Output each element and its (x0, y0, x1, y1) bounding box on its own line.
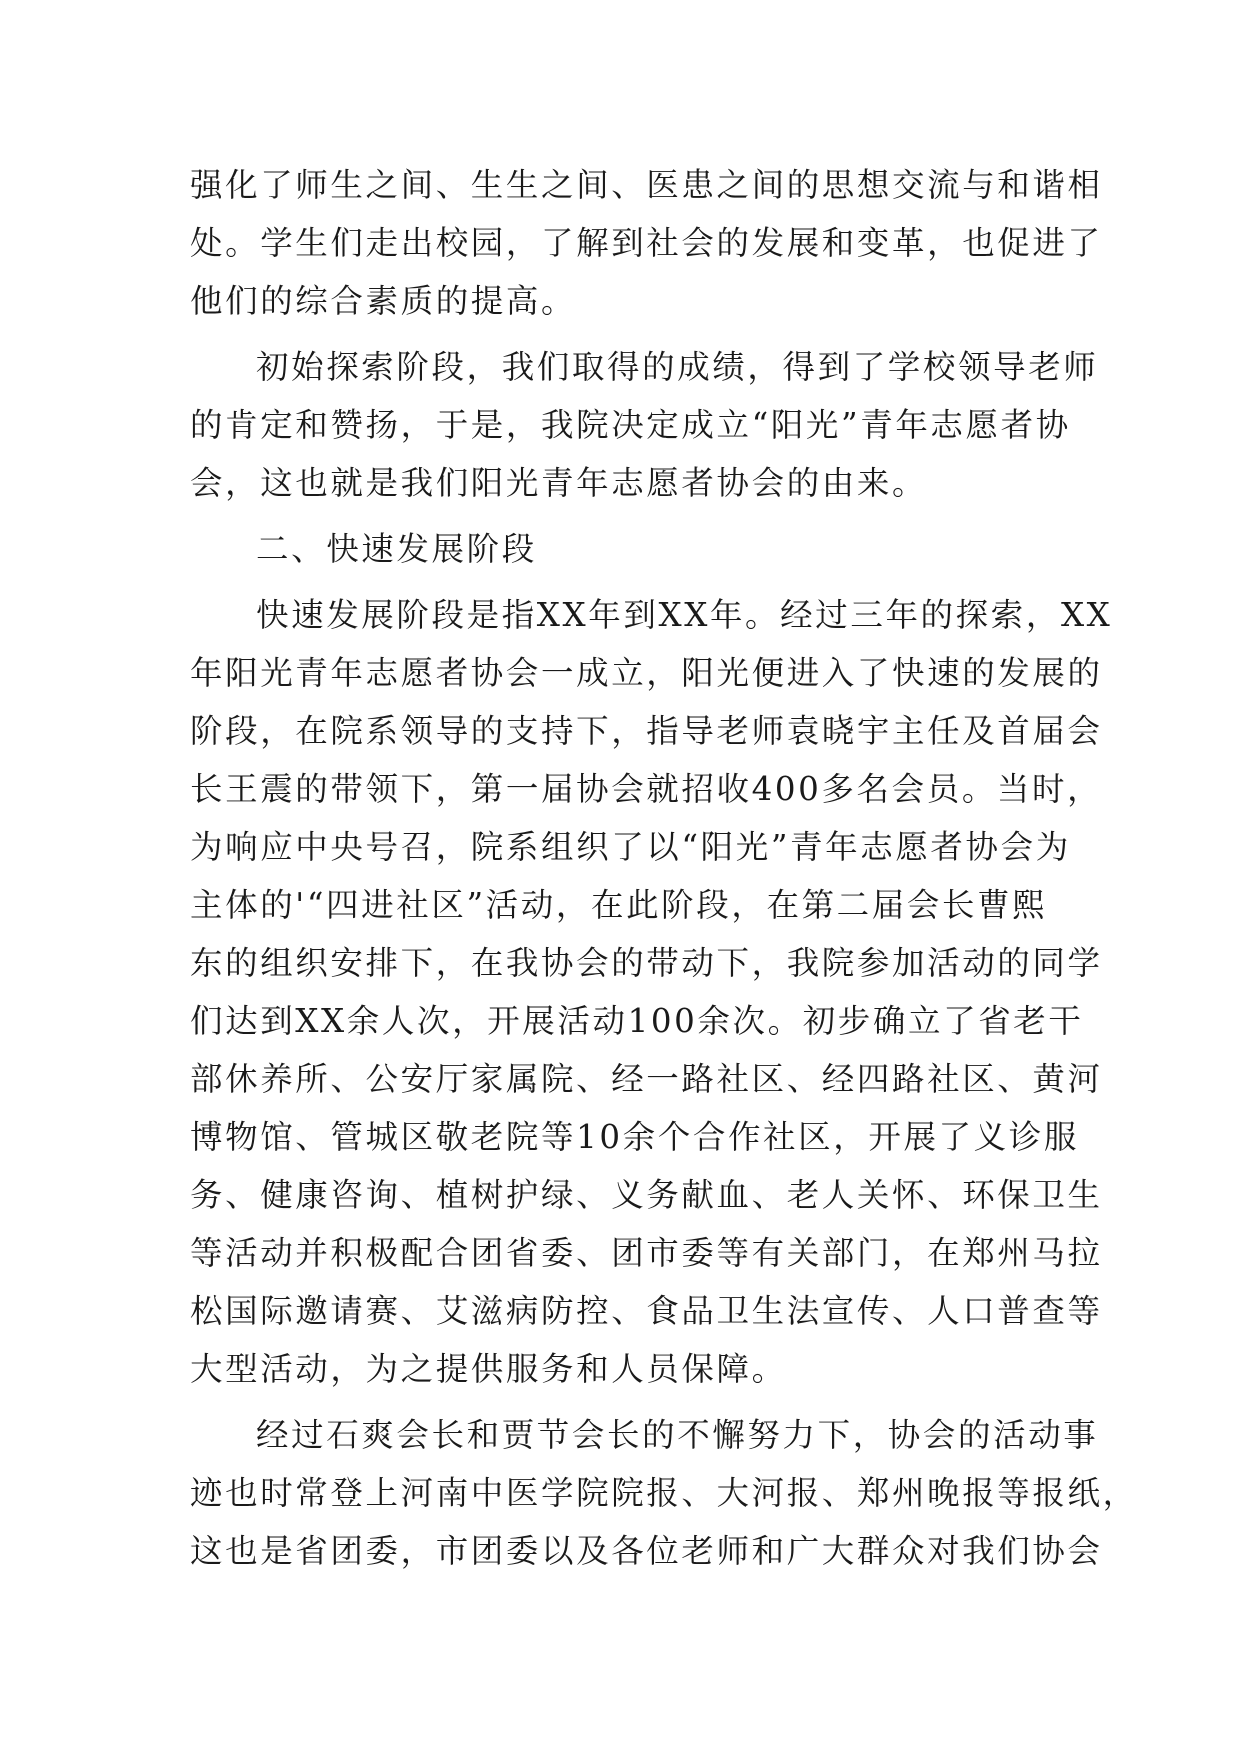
section-heading: 二、快速发展阶段 (256, 530, 537, 568)
paragraph-3-line-10: 博物馆、管城区敬老院等10余个合作社区，开展了义诊服 (190, 1118, 1079, 1156)
paragraph-3-line-1: 快速发展阶段是指XX年到XX年。经过三年的探索，XX (256, 596, 1113, 634)
paragraph-2-line-3: 会，这也就是我们阳光青年志愿者协会的由来。 (190, 464, 928, 502)
paragraph-3-line-9: 部休养所、公安厅家属院、经一路社区、经四路社区、黄河 (190, 1060, 1103, 1098)
paragraph-4-line-2: 迹也时常登上河南中医学院院报、大河报、郑州晚报等报纸， (190, 1474, 1138, 1512)
paragraph-3-line-14: 大型活动，为之提供服务和人员保障。 (190, 1350, 787, 1388)
paragraph-4-line-1: 经过石爽会长和贾节会长的不懈努力下，协会的活动事 (256, 1416, 1099, 1454)
paragraph-2-line-1: 初始探索阶段，我们取得的成绩，得到了学校领导老师 (256, 348, 1099, 386)
paragraph-1-line-1: 强化了师生之间、生生之间、医患之间的思想交流与和谐相 (190, 166, 1103, 204)
paragraph-2-line-2: 的肯定和赞扬，于是，我院决定成立“阳光”青年志愿者协 (190, 406, 1071, 444)
paragraph-3-line-8: 们达到XX余人次，开展活动100余次。初步确立了省老干 (190, 1002, 1084, 1040)
paragraph-3-line-6: 主体的'“四进社区”活动，在此阶段，在第二届会长曹熙 (190, 886, 1048, 924)
paragraph-3-line-5: 为响应中央号召，院系组织了以“阳光”青年志愿者协会为 (190, 828, 1071, 866)
paragraph-1-line-3: 他们的综合素质的提高。 (190, 282, 577, 320)
paragraph-3-line-7: 东的组织安排下，在我协会的带动下，我院参加活动的同学 (190, 944, 1103, 982)
paragraph-3-line-13: 松国际邀请赛、艾滋病防控、食品卫生法宣传、人口普查等 (190, 1292, 1103, 1330)
paragraph-3-line-11: 务、健康咨询、植树护绿、义务献血、老人关怀、环保卫生 (190, 1176, 1103, 1214)
paragraph-3-line-4: 长王震的带领下，第一届协会就招收400多名会员。当时， (190, 770, 1103, 808)
paragraph-4-line-3: 这也是省团委，市团委以及各位老师和广大群众对我们协会 (190, 1532, 1103, 1570)
paragraph-1-line-2: 处。学生们走出校园，了解到社会的发展和变革，也促进了 (190, 224, 1103, 262)
paragraph-3-line-2: 年阳光青年志愿者协会一成立，阳光便进入了快速的发展的 (190, 654, 1103, 692)
paragraph-3-line-3: 阶段，在院系领导的支持下，指导老师袁晓宇主任及首届会 (190, 712, 1103, 750)
paragraph-3-line-12: 等活动并积极配合团省委、团市委等有关部门，在郑州马拉 (190, 1234, 1103, 1272)
document-body (190, 156, 1138, 1580)
